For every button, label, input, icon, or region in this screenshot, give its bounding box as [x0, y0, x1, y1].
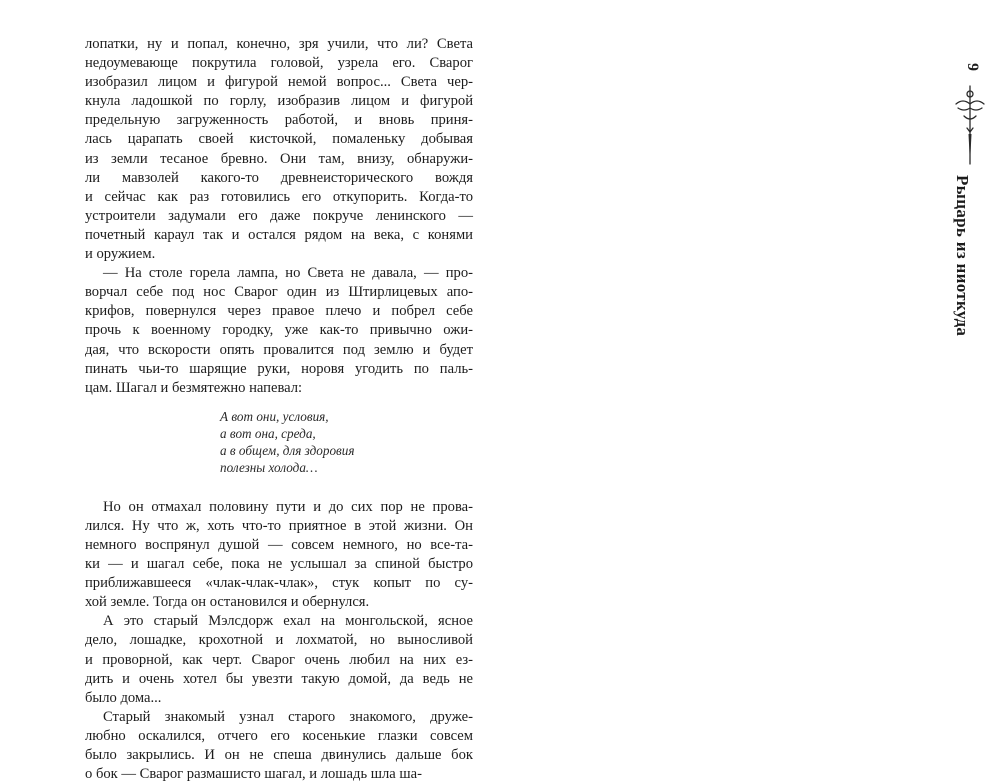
text-line: Старый знакомый узнал старого знакомого, друже-	[103, 708, 473, 725]
text-line: лопатки, ну и попал, конечно, зря учили, что ли? Света	[85, 36, 473, 52]
text-line: было дома...	[85, 689, 162, 706]
text-line: дело, лошадке, крохотной и лохматой, но выносливой	[85, 632, 473, 649]
text-line: предельную загруженность работой, и вновь приня-	[85, 112, 473, 129]
text-line: прочь к военному городку, уже как-то привычно ожи-	[85, 322, 473, 339]
text-line: приближавшееся «члак-члак-члак», стук копыт по су-	[85, 575, 473, 592]
main-text	[85, 35, 473, 784]
text-line: пинать чьи-то шарящие руки, норовя угодить по паль-	[85, 360, 473, 377]
running-title: Рыцарь из ниоткуда	[953, 175, 972, 337]
text-line: Но он отмахал половину пути и до сих пор не прова-	[103, 498, 473, 515]
text-line: лась царапать своей кисточкой, помаленьку добывая	[85, 131, 473, 148]
text-before-poem	[85, 35, 473, 398]
text-line: крифов, повернулся через правое плечо и побрел себе	[85, 303, 473, 320]
text-line: изобразил лицом и фигурой немой вопрос... Света чер-	[85, 74, 473, 91]
text-line: дить и очень хотел бы увезти такую домой, да ведь не	[85, 670, 473, 687]
page-number: 9	[964, 63, 981, 71]
text-line: о бок — Сварог размашисто шагал, и лошадь шла ша-	[85, 766, 422, 783]
text-after-poem	[85, 498, 473, 784]
running-head	[462, 0, 981, 750]
text-line: и сейчас как раз готовились его откупорить. Когда-то	[85, 188, 473, 205]
text-line: почетный караул так и остался рядом на века, с конями	[85, 226, 473, 243]
text-line: ли мавзолей какого-то древнеисторического вождя	[85, 169, 473, 186]
sword-ornament-icon	[950, 82, 990, 168]
poem	[220, 408, 473, 476]
text-line: недоумевающе покрутила головой, узрела его. Сварог	[85, 55, 473, 72]
text-line: А это старый Мэлсдорж ехал на монгольской, ясное	[103, 613, 473, 630]
text-line: ворчал себе под нос Сварог один из Штирлицевых апо-	[85, 284, 473, 301]
poem-line: а в общем, для здоровия	[220, 442, 355, 458]
text-line: ки — и шагал себе, пока не услышал за спиной быстро	[85, 556, 473, 573]
text-line: — На столе горела лампа, но Света не давала, — про-	[103, 265, 473, 282]
text-line: из земли тесаное бревно. Они там, внизу, обнаружи-	[85, 150, 473, 167]
text-line: устроители задумали его даже покруче ленинского —	[85, 207, 473, 224]
text-line: цам. Шагал и безмятежно напевал:	[85, 379, 303, 396]
text-line: любно оскалился, отчего его косенькие глазки совсем	[85, 727, 473, 744]
poem-line: А вот они, условия,	[220, 408, 329, 424]
text-line: немного воспрянул душой — совсем немного, но все-та-	[85, 536, 473, 553]
text-line: было закрылись. И он не спеша двинулись дальше бок	[85, 747, 473, 763]
text-line: и оружием.	[85, 246, 156, 263]
text-line: хой земле. Тогда он остановился и обернулся.	[85, 594, 370, 611]
text-line: кнула ладошкой по горлу, изобразив лицом и фигурой	[85, 93, 473, 110]
poem-line: а вот она, среда,	[220, 425, 316, 441]
poem-line: полезны холода…	[220, 459, 318, 475]
text-line: и проворной, как черт. Сварог очень любил на них ез-	[85, 651, 473, 668]
text-line: дая, что вскорости опять провалится под землю и будет	[85, 341, 473, 358]
text-line: лился. Ну что ж, хоть что-то приятное в этой жизни. Он	[85, 517, 473, 534]
